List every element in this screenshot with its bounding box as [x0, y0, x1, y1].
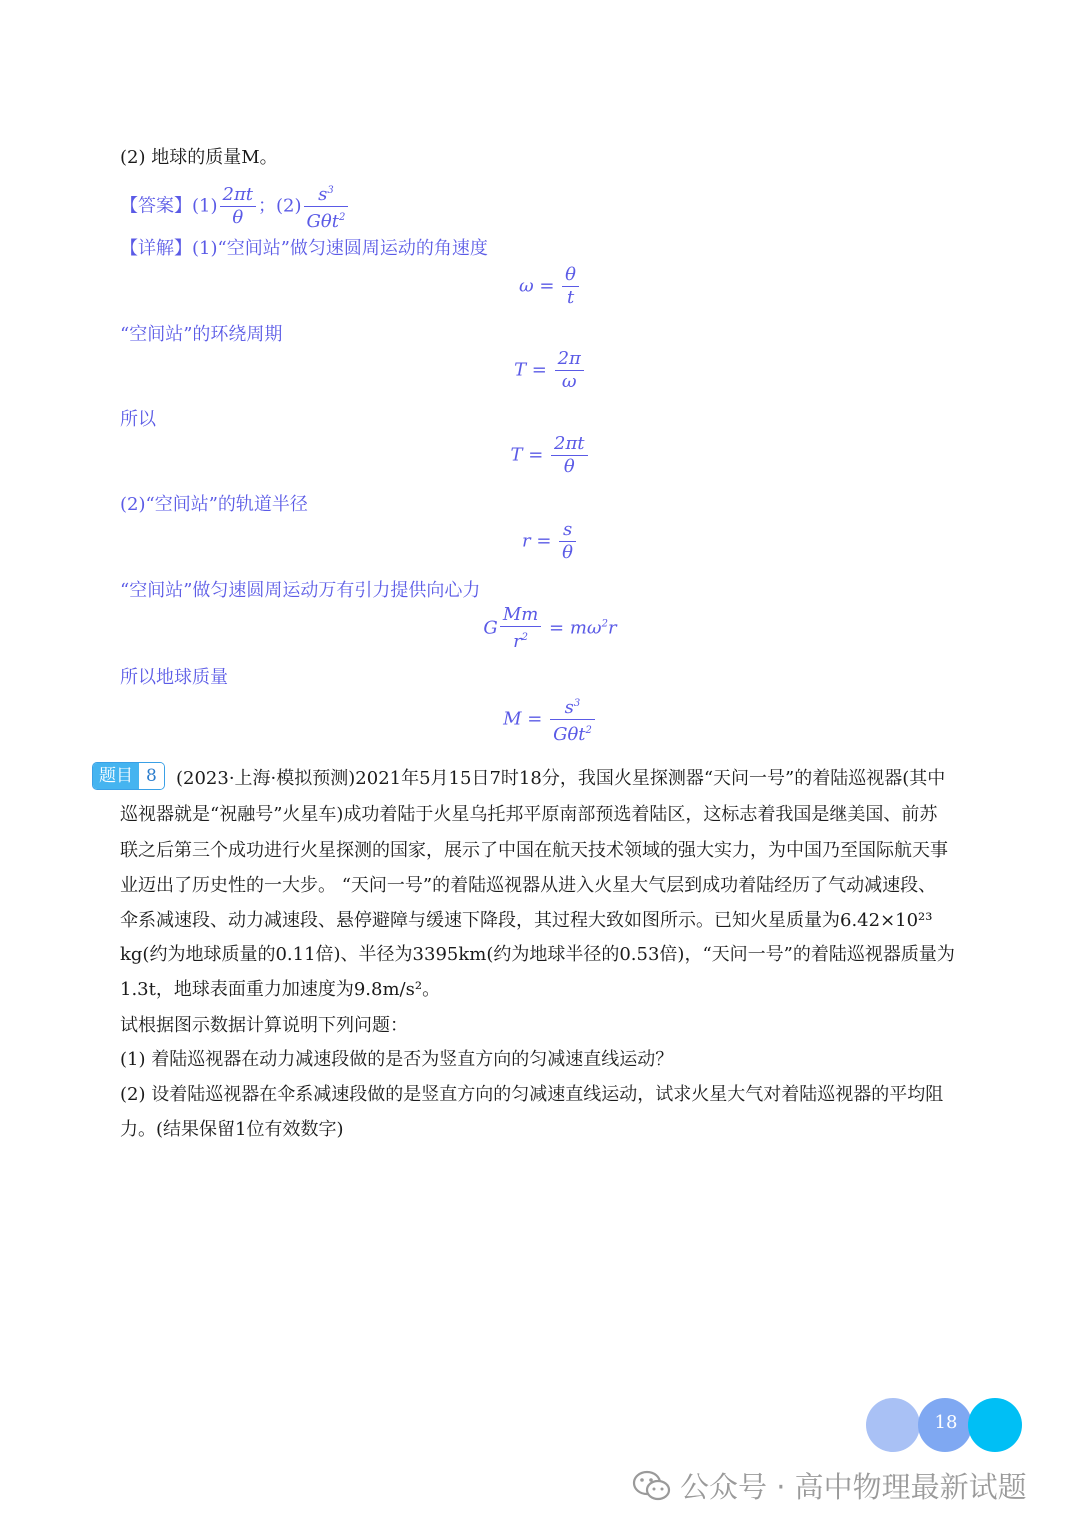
question-badge: [92, 762, 165, 790]
equation-mass: M = $\frac{s^3}{G\theta t^2}$: [0, 693, 1080, 746]
detail-line-1: 【详解】(1)“空间站”做匀速圆周运动的角速度: [120, 238, 488, 259]
question-text-line: (2) 设着陆巡视器在伞系减速段做的是竖直方向的匀减速直线运动，试求火星大气对着陆巡视器的平均阻: [120, 1084, 944, 1105]
question-text-line: 联之后第三个成功进行火星探测的国家，展示了中国在航天技术领域的强大实力，为中国乃至国际航天事: [120, 840, 948, 861]
question-text-line: 试根据图示数据计算说明下列问题：: [120, 1015, 408, 1036]
badge-label: 题目: [93, 763, 139, 789]
detail-line-6: 所以地球质量: [120, 667, 228, 688]
answer-label: 【答案】: [120, 195, 192, 217]
page-decor-circle-right: [968, 1398, 1022, 1452]
detail-line-3: 所以: [120, 409, 156, 430]
question-text-line: 业迈出了历史性的一大步。 “天问一号”的着陆巡视器从进入火星大气层到成功着陆经历了气动减速段、: [120, 875, 937, 896]
equation-period: T = $\frac{2\pi}{\omega}$: [0, 348, 1080, 393]
equation-omega: ω = $\frac{\theta}{t}$: [0, 264, 1080, 309]
question-text-line: (2023·上海·模拟预测)2021年5月15日7时18分，我国火星探测器“天问一号”的着陆巡视器(其中: [176, 768, 946, 789]
question-text-line: kg(约为地球质量的0.11倍)、半径为3395km(约为地球半径的0.53倍)，“天问一号”的着陆巡视器质量为: [120, 944, 955, 965]
equation-gravity: G $\frac{Mm}{r^2}$ = $m\omega^2r$: [483, 604, 617, 652]
equation-period-result: T = $\frac{2\pi t}{\theta}$: [0, 433, 1080, 478]
detail-line-2: “空间站”的环绕周期: [120, 324, 283, 345]
answer-line: 【答案】(1) $\frac{2\pi t}{\theta}$ ；(2) $\frac{s^3}{G\theta t^2}$: [120, 180, 350, 233]
question-text-line: 巡视器就是“祝融号”火星车)成功着陆于火星乌托邦平原南部预选着陆区，这标志着我国是继美国、前苏: [120, 804, 938, 825]
watermark: 公众号 · 高中物理最新试题: [632, 1465, 1027, 1506]
question-text-line: (1) 着陆巡视器在动力减速段做的是否为竖直方向的匀减速直线运动？: [120, 1049, 674, 1070]
wechat-icon: [632, 1469, 672, 1503]
detail-line-4: (2)“空间站”的轨道半径: [120, 494, 308, 515]
page-number: 18: [934, 1412, 958, 1433]
question-text-line: 1.3t，地球表面重力加速度为9.8m/s²。: [120, 979, 441, 1000]
question-text-line: 力。(结果保留1位有效数字): [120, 1119, 344, 1140]
question-part-2: (2) 地球的质量M。: [120, 147, 278, 168]
answer-formula-1: $\frac{2\pi t}{\theta}$: [220, 184, 257, 229]
detail-label: 【详解】: [120, 238, 192, 259]
question-text-line: 伞系减速段、动力减速段、悬停避障与缓速下降段，其过程大致如图所示。已知火星质量为6.42×10²³: [120, 910, 933, 931]
equation-radius: r = $\frac{s}{\theta}$: [0, 519, 1080, 564]
badge-number: 8: [139, 763, 164, 789]
page-decor-circle-left: [866, 1398, 920, 1452]
answer-formula-2: $\frac{s^3}{G\theta t^2}$: [304, 180, 349, 233]
detail-line-5: “空间站”做匀速圆周运动万有引力提供向心力: [120, 580, 481, 601]
